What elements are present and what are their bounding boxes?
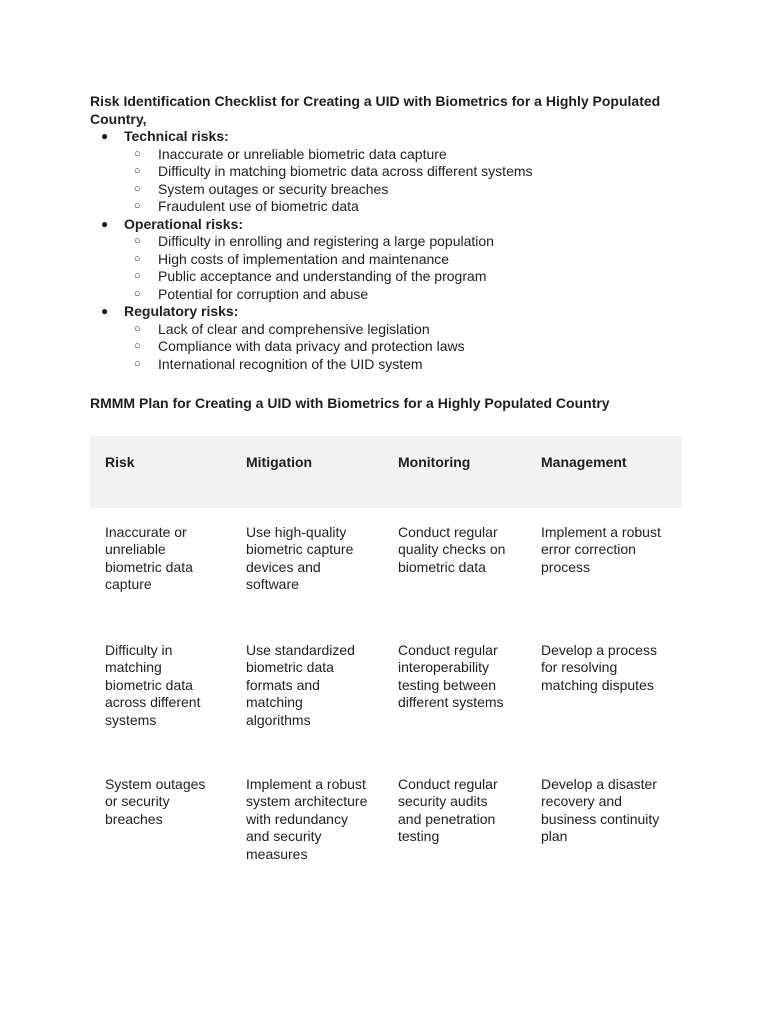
table-cell-mitigation: Use standardized biometric data formats and matching algorithms bbox=[246, 641, 355, 728]
table-cell-risk: Inaccurate or unreliable biometric data capture bbox=[105, 523, 193, 592]
risk-item bbox=[124, 146, 682, 164]
risk-category-operational bbox=[90, 216, 682, 304]
table-header-row bbox=[90, 436, 682, 508]
plan-title: RMMM Plan for Creating a UID with Biometrics for a Highly Populated Country bbox=[90, 395, 610, 411]
risk-item bbox=[124, 338, 682, 356]
risk-item-text: Potential for corruption and abuse bbox=[158, 285, 369, 302]
risk-item-text: Fraudulent use of biometric data bbox=[158, 198, 359, 214]
risk-item-text: Compliance with data privacy and protection laws bbox=[158, 338, 465, 354]
risk-item bbox=[124, 163, 682, 181]
table-cell-management: Develop a disaster recovery and business continuity plan bbox=[541, 775, 660, 844]
hollow-bullet-icon: ○ bbox=[134, 252, 141, 265]
filled-bullet-icon: ● bbox=[101, 216, 109, 231]
risk-item-list bbox=[124, 146, 682, 216]
column-header-mitigation: Mitigation bbox=[231, 436, 383, 508]
table-cell-management: Implement a robust error correction process bbox=[541, 523, 661, 575]
table-cell-mitigation: Implement a robust system architecture with redundancy and security measures bbox=[246, 775, 368, 862]
rmmm-table bbox=[90, 436, 682, 870]
table-cell-management: Develop a process for resolving matching disputes bbox=[541, 641, 657, 693]
risk-item-list bbox=[124, 321, 682, 374]
checklist-title: Risk Identification Checklist for Creating a UID with Biometrics for a Highly Populated Country, bbox=[90, 93, 661, 127]
risk-category-technical bbox=[90, 128, 682, 216]
risk-item-text: Public acceptance and understanding of the program bbox=[158, 268, 487, 284]
risk-category-regulatory bbox=[90, 303, 682, 373]
risk-category-list bbox=[90, 128, 682, 373]
risk-item-text: System outages or security breaches bbox=[158, 180, 389, 197]
risk-item bbox=[124, 181, 682, 199]
risk-item-text: Lack of clear and comprehensive legislation bbox=[158, 320, 430, 337]
risk-item bbox=[124, 233, 682, 251]
risk-item bbox=[124, 198, 682, 216]
category-label: Technical risks: bbox=[124, 128, 229, 144]
hollow-bullet-icon: ○ bbox=[134, 200, 141, 212]
risk-item-text: Difficulty in enrolling and registering a large population bbox=[158, 233, 494, 249]
table-cell-monitoring: Conduct regular interoperability testing between different systems bbox=[398, 641, 504, 710]
column-header-risk: Risk bbox=[90, 436, 231, 508]
column-header-monitoring: Monitoring bbox=[383, 436, 526, 508]
hollow-bullet-icon: ○ bbox=[134, 270, 141, 282]
risk-item-text: Difficulty in matching biometric data across different systems bbox=[158, 163, 533, 179]
hollow-bullet-icon: ○ bbox=[134, 165, 141, 177]
hollow-bullet-icon: ○ bbox=[134, 322, 141, 335]
table-row bbox=[90, 760, 682, 870]
risk-item bbox=[124, 286, 682, 304]
category-label: Regulatory risks: bbox=[124, 303, 239, 319]
hollow-bullet-icon: ○ bbox=[134, 357, 141, 370]
table-row bbox=[90, 508, 682, 626]
table-cell-mitigation: Use high-quality biometric capture devices and software bbox=[246, 523, 354, 592]
hollow-bullet-icon: ○ bbox=[134, 182, 141, 195]
table-cell-risk: Difficulty in matching biometric data across different systems bbox=[105, 641, 201, 728]
risk-item bbox=[124, 356, 682, 374]
table-cell-monitoring: Conduct regular quality checks on biometric data bbox=[398, 523, 506, 575]
risk-item-list bbox=[124, 233, 682, 303]
hollow-bullet-icon: ○ bbox=[134, 287, 141, 300]
table-row bbox=[90, 626, 682, 760]
risk-item-text: International recognition of the UID system bbox=[158, 355, 423, 372]
hollow-bullet-icon: ○ bbox=[134, 147, 141, 160]
risk-item bbox=[124, 251, 682, 269]
category-label: Operational risks: bbox=[124, 215, 244, 232]
document-page bbox=[90, 93, 682, 870]
risk-item-text: High costs of implementation and maintenance bbox=[158, 250, 450, 267]
hollow-bullet-icon: ○ bbox=[134, 340, 141, 352]
hollow-bullet-icon: ○ bbox=[134, 235, 141, 247]
filled-bullet-icon: ● bbox=[101, 304, 109, 318]
table-cell-risk: System outages or security breaches bbox=[105, 775, 206, 827]
filled-bullet-icon: ● bbox=[101, 129, 109, 143]
column-header-management: Management bbox=[526, 436, 682, 508]
table-cell-monitoring: Conduct regular security audits and penetration testing bbox=[398, 775, 498, 844]
risk-item bbox=[124, 268, 682, 286]
risk-item bbox=[124, 321, 682, 339]
risk-item-text: Inaccurate or unreliable biometric data capture bbox=[158, 145, 447, 162]
